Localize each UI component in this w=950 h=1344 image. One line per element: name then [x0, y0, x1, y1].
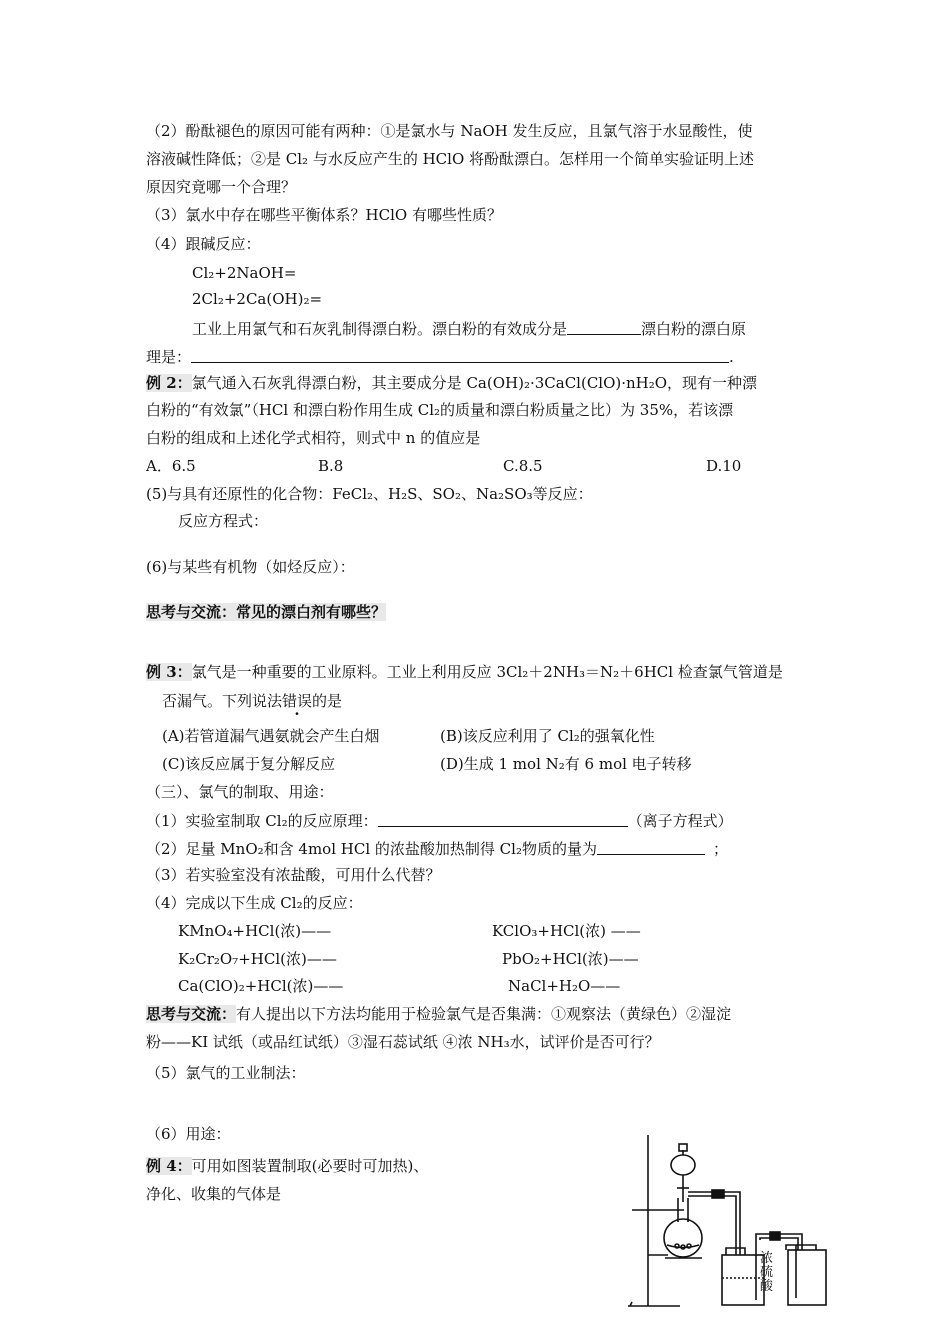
- q4-eq2: 2Cl₂+2Ca(OH)₂=: [192, 290, 323, 308]
- sec3-q2b: ；: [712, 840, 728, 858]
- ex3-text2a: 否漏气。下列说法: [162, 692, 283, 710]
- answer-blank-effective[interactable]: [567, 320, 641, 335]
- ex3-text1: 氯气是一种重要的工业原料。工业上利用反应 3Cl₂＋2NH₃＝N₂＋6HCl 检查氯气管道是: [191, 663, 783, 681]
- ex2-option-d: D.10: [706, 457, 742, 475]
- think1-text: 思考与交流：常见的漂白剂有哪些？: [146, 603, 387, 621]
- ex2-option-c: C.8.5: [503, 457, 543, 475]
- ex4-line2: 净化、收集的气体是: [146, 1185, 282, 1203]
- reaction-6: NaCl+H₂O——: [508, 977, 621, 995]
- answer-blank-principle[interactable]: [191, 348, 729, 363]
- ex3-option-b: (B)该反应利用了 Cl₂的强氧化性: [440, 727, 655, 745]
- sec3-q2: [146, 840, 728, 857]
- sec3-q4: （4）完成以下生成 Cl₂的反应：: [146, 894, 363, 912]
- q4-text1: [192, 320, 746, 337]
- ex2-line3: 白粉的组成和上述化学式相符，则式中 n 的值应是: [146, 429, 481, 447]
- think2-label: 思考与交流：: [146, 1005, 237, 1023]
- q6: (6)与某些有机物（如烃反应）：: [146, 558, 355, 576]
- sec3-q3: （3）若实验室没有浓盐酸，可用什么代替？: [146, 866, 441, 884]
- q2-line3: 原因究竟哪一个合理？: [146, 178, 297, 196]
- think2-text1: 有人提出以下方法均能用于检验氯气是否集满：①观察法（黄绿色）②湿淀: [236, 1005, 732, 1023]
- ex3-label: 例 3：: [146, 663, 192, 681]
- q5b: （5）氯气的工业制法：: [146, 1064, 306, 1082]
- q4-eq1: Cl₂+2NaOH=: [192, 264, 297, 282]
- ex3-option-c: (C)该反应属于复分解反应: [162, 755, 336, 773]
- ex2-label: 例 2：: [146, 374, 192, 392]
- reaction-3: K₂Cr₂O₇+HCl(浓)——: [178, 950, 337, 968]
- think1-heading: [146, 605, 386, 620]
- q4-text1b: 漂白粉的漂白原: [641, 320, 747, 338]
- ex3-option-a: (A)若管道漏气遇氨就会产生白烟: [162, 727, 380, 745]
- q2-line1: （2）酚酞褪色的原因可能有两种：①是氯水与 NaOH 发生反应，且氯气溶于水显酸性，使: [146, 122, 753, 140]
- think2-line1: [146, 1007, 731, 1022]
- reaction-1: KMnO₄+HCl(浓)——: [178, 922, 332, 940]
- q5-sub: 反应方程式：: [178, 512, 269, 530]
- reaction-4: PbO₂+HCl(浓)——: [502, 950, 639, 968]
- q6b: （6）用途：: [146, 1125, 231, 1143]
- q4-text2a: 理是：: [146, 348, 192, 366]
- sec3-q2a: （2）足量 MnO₂和含 4mol HCl 的浓盐酸加热制得 Cl₂物质的量为: [146, 840, 597, 858]
- ex4-line1: [146, 1159, 428, 1174]
- q4-text2b: .: [729, 348, 734, 366]
- ex2-line2: 白粉的“有效氯”（HCl 和漂白粉作用生成 Cl₂的质量和漂白粉质量之比）为 35%，若该漂: [146, 401, 734, 419]
- q4-title: （4）跟碱反应：: [146, 235, 261, 253]
- ex3-text2c: 的是: [312, 692, 343, 710]
- ex2-option-a: A．6.5: [146, 457, 196, 475]
- ex2-text1: 氯气通入石灰乳得漂白粉，其主要成分是 Ca(OH)₂·3CaCl(ClO)·nH₂O，现有一种漂: [191, 374, 758, 392]
- answer-blank-moles[interactable]: [597, 840, 705, 855]
- gas-apparatus-diagram-icon: [620, 1130, 835, 1310]
- figure-label: 浓硫酸: [760, 1251, 774, 1294]
- reaction-5: Ca(ClO)₂+HCl(浓)——: [178, 977, 344, 995]
- sec3-title: （三）、氯气的制取、用途：: [146, 783, 334, 801]
- ex4-text1: 可用如图装置制取(必要时可加热)、: [191, 1157, 429, 1175]
- q3: （3）氯水中存在哪些平衡体系？HClO 有哪些性质？: [146, 206, 502, 224]
- reaction-2: KClO₃+HCl(浓) ——: [492, 922, 641, 940]
- ex2-option-b: B.8: [318, 457, 344, 475]
- q4-text1a: 工业上用氯气和石灰乳制得漂白粉。漂白粉的有效成分是: [192, 320, 568, 338]
- ex2-line1: [146, 376, 757, 391]
- ex3-option-d: (D)生成 1 mol N₂有 6 mol 电子转移: [440, 755, 692, 773]
- q4-text2: [146, 348, 734, 365]
- answer-blank-ionic-eq[interactable]: [378, 812, 628, 827]
- ex4-label: 例 4：: [146, 1157, 192, 1175]
- q2-line2: 溶液碱性降低；②是 Cl₂ 与水反应产生的 HClO 将酚酞漂白。怎样用一个简单实验证明上述: [146, 150, 755, 168]
- ex3-line2: [162, 694, 342, 709]
- q5-title: (5)与具有还原性的化合物：FeCl₂、H₂S、SO₂、Na₂SO₃等反应：: [146, 485, 593, 503]
- sec3-q1: [146, 812, 733, 829]
- think2-line2: 粉——KI 试纸（或品红试纸）③湿石蕊试纸 ④浓 NH₃水，试评价是否可行？: [146, 1033, 660, 1051]
- ex3-line1: [146, 665, 783, 680]
- sec3-q1a: （1）实验室制取 Cl₂的反应原理：: [146, 812, 378, 830]
- sec3-q1b: （离子方程式）: [627, 812, 733, 830]
- ex3-emphasis: 错误: [282, 692, 313, 710]
